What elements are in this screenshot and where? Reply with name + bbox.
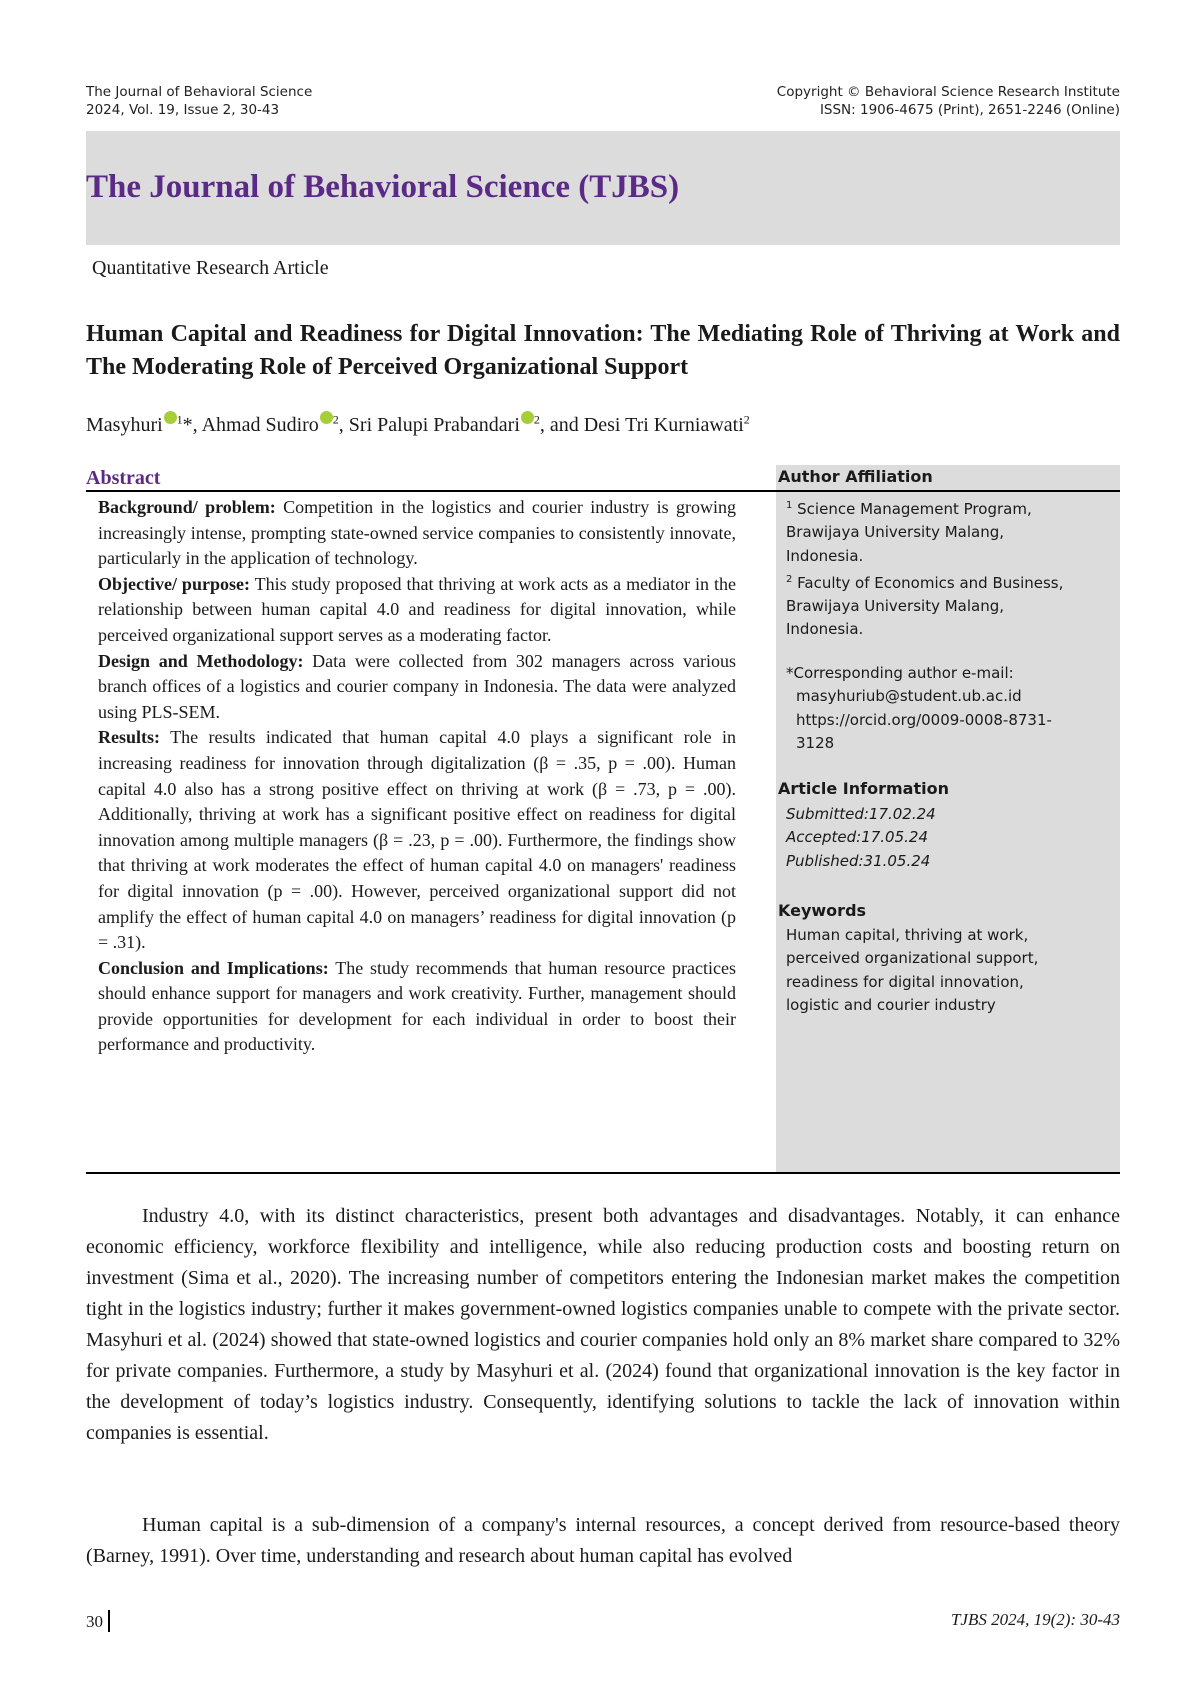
- abstract-section-text: The study recommends that human resource practices should enhance support for managers and work creativity. Further, management should provide opportunities for development for each individual in order to boost their performance and productivity.: [98, 957, 736, 1055]
- paragraph-text: Industry 4.0, with its distinct characteristics, present both advantages and disadvantages. Notably, it can enhance economic efficiency, workforce flexibility and intelligence, while also reducing production costs and boosting return on investment (Sima et al., 2020). The increasing number of competitors entering the Indonesian market makes the competition tight in the logistics industry; further it makes government-owned logistics companies unable to compete with the private sector. Masyhuri et al. (2024) showed that state-owned logistics and courier companies hold only an 8% market share compared to 32% for private companies. Furthermore, a study by Masyhuri et al. (2024) found that organizational innovation is the key factor in the development of today’s logistics industry. Consequently, identifying solutions to tackle the lack of innovation within companies is essential.: [86, 1205, 1120, 1444]
- orcid-link[interactable]: https://orcid.org/0009-0008-8731-: [796, 710, 1052, 729]
- paragraph-text: Human capital is a sub-dimension of a company's internal resources, a concept derived from resource-based theory (Barney, 1991). Over time, understanding and research about human capital has evolved: [86, 1514, 1120, 1567]
- abstract-section: [98, 956, 736, 1058]
- author-name: Sri Palupi Prabandari: [348, 414, 520, 436]
- abstract-section-heading: Results:: [98, 727, 160, 748]
- affiliation-list: [786, 494, 1106, 642]
- sidebar-rule: [776, 490, 1120, 492]
- affiliation-line: [786, 494, 1106, 521]
- author-affiliation-mark: 2: [332, 412, 339, 427]
- author-list: [86, 411, 750, 437]
- affiliation-text: Science Management Program,: [797, 500, 1032, 518]
- abstract-section: [98, 649, 736, 726]
- author-name: Desi Tri Kurniawati: [583, 414, 744, 436]
- published-date: Published:31.05.24: [786, 851, 931, 870]
- abstract-section-heading: Background/ problem:: [98, 497, 276, 517]
- journal-banner: [86, 131, 1120, 245]
- abstract-section-text: Competition in the logistics and courier industry is growing increasingly intense, prompting state-owned service companies to consistently innovate, particularly in the application of technology.: [98, 497, 736, 569]
- article-type: Quantitative Research Article: [92, 257, 329, 279]
- abstract-body: [98, 495, 736, 1058]
- running-header-left: [86, 83, 312, 119]
- page-number: 30: [86, 1612, 103, 1631]
- copyright: Copyright © Behavioral Science Research Institute: [776, 84, 1120, 100]
- orcid-icon[interactable]: [320, 411, 333, 424]
- issue-info: 2024, Vol. 19, Issue 2, 30-43: [86, 102, 280, 118]
- abstract-section-heading: Conclusion and Implications:: [98, 957, 329, 978]
- abstract-section-text: The results indicated that human capital 4.0 plays a significant role in increasing readiness for innovation through digitalization (β = .35, p = .00). Human capital 4.0 also has a strong positive effect on thriving at work (β = .73, p = .00). Additionally, thriving at work has a significant positive effect on readiness for digital innovation among multiple managers (β = .23, p = .00). Furthermore, the findings show that thriving at work moderates the effect of human capital 4.0 on managers' readiness for digital innovation (p = .00). However, perceived organizational support did not amplify the effect of human capital 4.0 on managers’ readiness for digital innovation (p = .31).: [98, 727, 736, 953]
- paper-title: Human Capital and Readiness for Digital Innovation: The Mediating Role of Thriving at Work and The Moderating Role of Perceived Organizational Support: [86, 321, 1120, 380]
- footer-citation: TJBS 2024, 19(2): 30-43: [950, 1610, 1120, 1629]
- body-paragraph: [86, 1201, 1120, 1449]
- abstract-section-heading: Design and Methodology:: [98, 650, 304, 671]
- abstract-section: [98, 572, 736, 649]
- corresponding-label: *Corresponding author e-mail:: [786, 664, 1014, 682]
- banner-title: The Journal of Behavioral Science (TJBS): [86, 169, 680, 205]
- affiliation-line: Indonesia.: [786, 546, 864, 565]
- author-name: Masyhuri: [86, 414, 163, 436]
- author-separator: , and: [539, 414, 584, 436]
- affiliation-heading: Author Affiliation: [778, 467, 933, 486]
- orcid-link-cont[interactable]: 3128: [796, 733, 835, 752]
- keyword-line: logistic and courier industry: [786, 995, 996, 1014]
- journal-name: The Journal of Behavioral Science: [86, 84, 313, 100]
- corresponding-email[interactable]: masyhuriub@student.ub.ac.id: [796, 687, 1022, 706]
- running-header-right: [777, 83, 1120, 119]
- body-paragraph: [86, 1510, 1120, 1572]
- affiliation-line: Indonesia.: [786, 620, 864, 639]
- accepted-date: Accepted:17.05.24: [786, 828, 928, 847]
- submitted-date: Submitted:17.02.24: [786, 805, 936, 823]
- orcid-icon[interactable]: [164, 411, 177, 424]
- affiliation-line: Brawijaya University Malang,: [786, 523, 1005, 542]
- orcid-icon[interactable]: [521, 411, 534, 424]
- article-info-heading: Article Information: [778, 779, 949, 798]
- affiliation-text: Faculty of Economics and Business,: [797, 573, 1064, 592]
- page-number-block: [86, 1610, 110, 1632]
- abstract-section: [98, 725, 736, 955]
- abstract-heading: Abstract: [86, 467, 161, 489]
- keyword-line: readiness for digital innovation,: [786, 972, 1024, 991]
- abstract-section-text: Data were collected from 302 managers across various branch offices of a logistics and courier company in Indonesia. The data were analyzed using PLS-SEM.: [98, 650, 737, 722]
- keywords-list: [786, 924, 1106, 1017]
- author-separator: *,: [182, 414, 202, 436]
- footer-divider: [108, 1610, 110, 1632]
- author-affiliation-mark: 2: [743, 412, 750, 427]
- author-affiliation-mark: 1: [176, 412, 183, 427]
- issn: ISSN: 1906-4675 (Print), 2651-2246 (Online): [819, 102, 1120, 118]
- corresponding-author: [786, 662, 1106, 755]
- abstract-section-text: This study proposed that thriving at work acts as a mediator in the relationship between human capital 4.0 and readiness for digital innovation, while perceived organizational support serves as a moderating factor.: [98, 573, 737, 645]
- affiliation-line: [786, 568, 1106, 595]
- keyword-line: perceived organizational support,: [786, 949, 1039, 968]
- author-name: Ahmad Sudiro: [201, 414, 319, 436]
- abstract-rule: [86, 490, 776, 492]
- abstract-section: [98, 495, 736, 572]
- abstract-bottom-rule: [86, 1172, 1120, 1174]
- article-sidebar: [776, 465, 1120, 1173]
- affiliation-line: Brawijaya University Malang,: [786, 597, 1005, 616]
- article-dates: [786, 803, 1106, 873]
- author-affiliation-mark: 2: [533, 412, 540, 427]
- abstract-section-heading: Objective/ purpose:: [98, 573, 250, 594]
- keywords-heading: Keywords: [778, 901, 867, 920]
- affiliation-number: 1: [786, 500, 793, 511]
- author-separator: ,: [338, 414, 349, 436]
- keyword-line: Human capital, thriving at work,: [786, 926, 1029, 944]
- affiliation-number: 2: [786, 573, 793, 585]
